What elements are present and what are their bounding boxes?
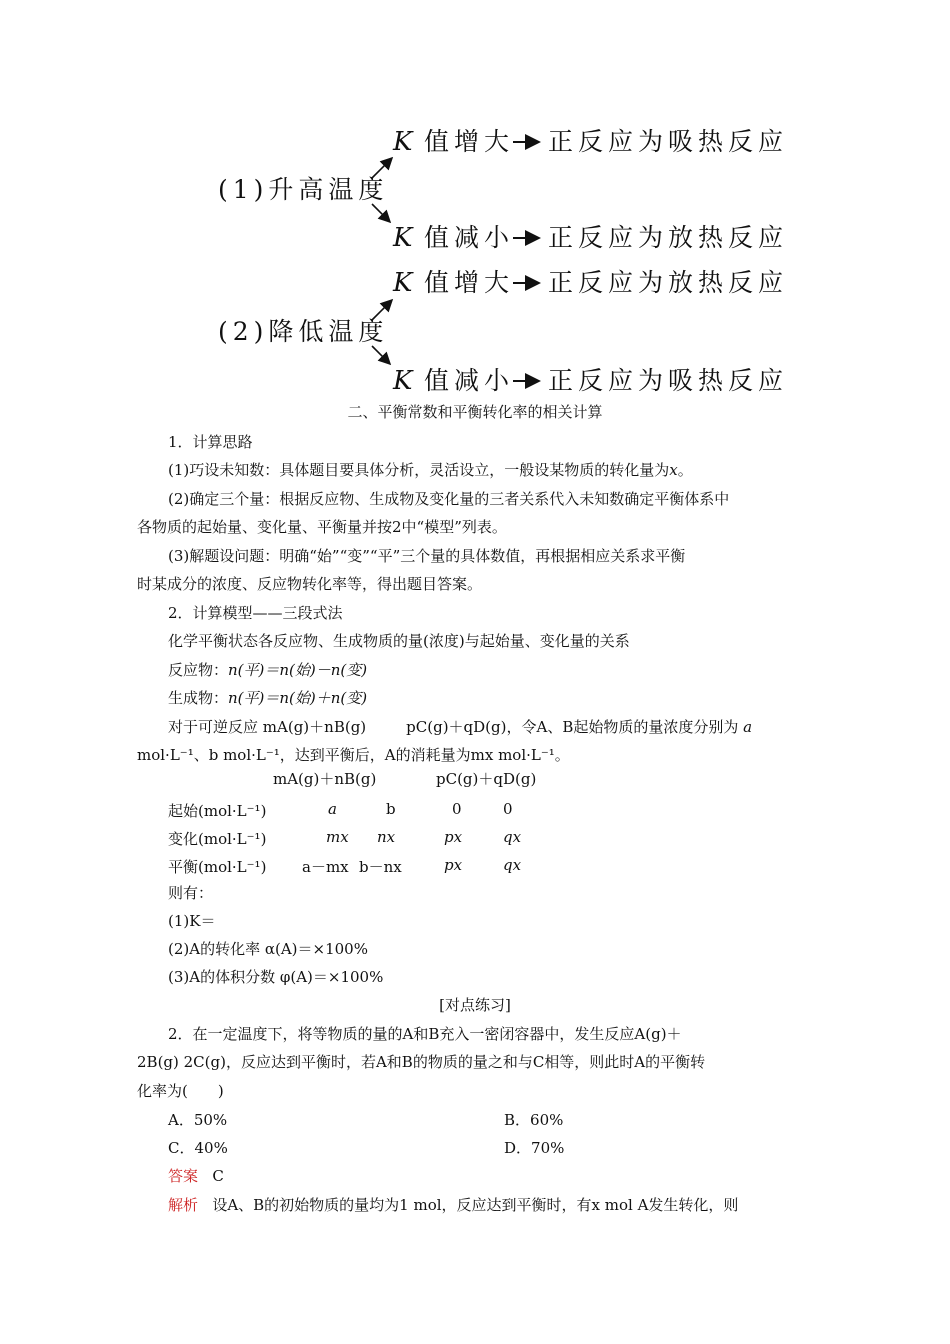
arrow-down-icon [372, 204, 390, 222]
practice-title: [对点练习] [439, 996, 511, 1014]
idea-line-2a: (2)确定三个量：根据反应物、生成物及变化量的三者关系代入未知数确定平衡体系中 [168, 490, 730, 508]
section-title: 二、平衡常数和平衡转化率的相关计算 [347, 403, 603, 421]
arrow-down-icon [372, 346, 390, 364]
table-row [168, 800, 588, 820]
branch-1-up-result: 正反应为吸热反应 [548, 127, 789, 156]
answer-value: C [212, 1167, 224, 1185]
heading-calc-idea: 1．计算思路 [168, 433, 253, 451]
analysis-label: 解析 [168, 1196, 199, 1214]
branch-1-down-k: K [393, 223, 418, 253]
table-cell: a－mx [302, 858, 349, 876]
table-row [168, 856, 588, 876]
table-cell: b [386, 800, 396, 818]
model-description: 化学平衡状态各反应物、生成物质的量(浓度)与起始量、变化量的关系 [168, 632, 630, 650]
reactant-relation: 反应物：n(平)＝n(始)－n(变) [168, 661, 368, 679]
table-header [168, 768, 588, 788]
branch-2-down-k: K [393, 366, 418, 396]
table-cell: a [328, 800, 337, 818]
table-row [168, 828, 588, 848]
branch-1-up-text: 值增大 [424, 127, 515, 156]
branch-2-label: (2)降低温度 [218, 317, 389, 346]
idea-line-1: (1)巧设未知数：具体题目要具体分析，灵活设立，一般设某物质的转化量为x。 [168, 461, 693, 479]
option-d: D．70% [504, 1139, 565, 1157]
temperature-k-diagram [0, 0, 950, 400]
product-relation: 生成物：n(平)＝n(始)＋n(变) [168, 689, 368, 707]
result-k: (1)K＝ [168, 912, 216, 930]
table-cell: qx [503, 828, 522, 846]
reaction-line-2: mol·L⁻¹、b mol·L⁻¹，达到平衡后，A的消耗量为mx mol·L⁻¹。 [137, 746, 570, 764]
answer-line [168, 1166, 224, 1186]
idea-line-2b: 各物质的起始量、变化量、平衡量并按2中“模型”列表。 [137, 518, 507, 536]
table-cell: 0 [452, 800, 462, 818]
table-cell: px [444, 856, 463, 874]
reaction-line-1: 对于可逆反应 mA(g)＋nB(g) pC(g)＋qD(g)，令A、B起始物质的量浓度分别为 a [168, 718, 753, 736]
result-volume-fraction: (3)A的体积分数 φ(A)＝×100% [168, 968, 384, 986]
row-label: 平衡(mol·L⁻¹) [168, 858, 267, 876]
branch-2-down-result: 正反应为吸热反应 [548, 366, 789, 395]
table-cell: b－nx [359, 858, 402, 876]
branch-1-label: (1)升高温度 [218, 175, 389, 204]
analysis-line [168, 1195, 738, 1215]
option-c: C．40% [168, 1139, 228, 1157]
table-cell: mx [326, 828, 349, 846]
result-conversion: (2)A的转化率 α(A)＝×100% [168, 940, 368, 958]
row-label: 起始(mol·L⁻¹) [168, 802, 267, 820]
question-line-2: 2B(g) 2C(g)，反应达到平衡时，若A和B的物质的量之和与C相等，则此时A的平衡转 [137, 1053, 706, 1071]
table-header-right: pC(g)＋qD(g) [436, 770, 537, 788]
heading-calc-model: 2．计算模型——三段式法 [168, 604, 343, 622]
branch-2-down-text: 值减小 [424, 366, 515, 395]
question-line-1: 2．在一定温度下，将等物质的量的A和B充入一密闭容器中，发生反应A(g)＋ [168, 1025, 682, 1043]
table-cell: nx [377, 828, 396, 846]
branch-1-down-result: 正反应为放热反应 [548, 223, 789, 252]
branch-2 [218, 268, 788, 396]
option-b: B．60% [504, 1111, 564, 1129]
branch-2-up-text: 值增大 [424, 268, 515, 297]
branch-2-up-result: 正反应为放热反应 [548, 268, 789, 297]
idea-line-3a: (3)解题设问题：明确“始”“变”“平”三个量的具体数值，再根据相应关系求平衡 [168, 547, 686, 565]
analysis-text: 设A、B的初始物质的量均为1 mol，反应达到平衡时，有x mol A发生转化，则 [212, 1196, 739, 1214]
branch-1-down-text: 值减小 [424, 223, 515, 252]
option-a: A．50% [168, 1111, 228, 1129]
idea-line-3b: 时某成分的浓度、反应物转化率等，得出题目答案。 [137, 575, 483, 593]
question-line-3: 化率为( ) [137, 1082, 224, 1100]
branch-2-up-k: K [393, 268, 418, 298]
answer-label: 答案 [168, 1167, 199, 1185]
results-intro: 则有： [168, 884, 214, 902]
branch-1 [218, 127, 788, 253]
table-cell: px [444, 828, 463, 846]
table-header-left: mA(g)＋nB(g) [273, 770, 377, 788]
table-cell: 0 [503, 800, 513, 818]
row-label: 变化(mol·L⁻¹) [168, 830, 267, 848]
branch-1-up-k: K [393, 127, 418, 157]
table-cell: qx [503, 856, 522, 874]
